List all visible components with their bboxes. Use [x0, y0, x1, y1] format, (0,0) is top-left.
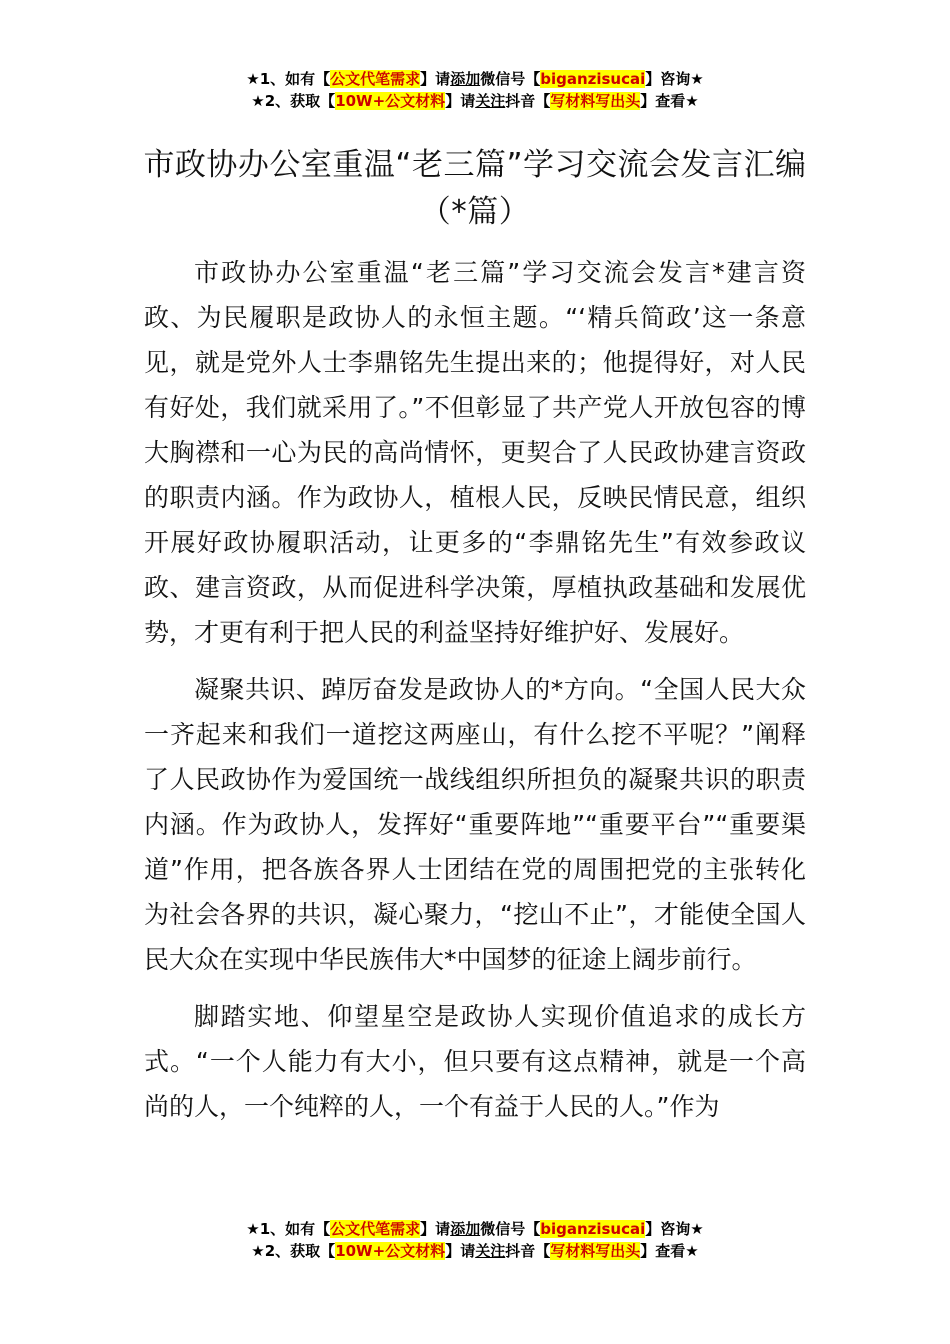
paragraph: 凝聚共识、踔厉奋发是政协人的*方向。“全国人民大众一齐起来和我们一道挖这两座山，有什么挖不平呢？”阐释了人民政协作为爱国统一战线组织所担负的凝聚共识的职责内涵。作为政协人，发挥好“重要阵地”“重要平台”“重要渠道”作用，把各族各界人士团结在党的周围把党的主张转化为社会各界的共识，凝心聚力，“挖山不止”，才能使全国人民大众在实现中华民族伟大*中国梦的征途上阔步前行。 — [144, 675, 806, 974]
banner-line-2 — [0, 1240, 950, 1262]
banner-highlight: biganzisucai — [540, 70, 646, 88]
banner-text: ★1、如有【 — [246, 1220, 331, 1238]
banner-text: 微信号【 — [480, 1220, 541, 1238]
banner-text: ★1、如有【 — [246, 70, 331, 88]
banner-text: 】咨询★ — [645, 1220, 704, 1238]
banner-highlight: 写材料写出头 — [550, 92, 641, 110]
banner-text: 】请 — [445, 1242, 476, 1260]
banner-text: 微信号【 — [480, 70, 541, 88]
banner-highlight: 写材料写出头 — [550, 1242, 641, 1260]
banner-text: 】请 — [445, 92, 476, 110]
banner-highlight: 10W+公文材料 — [335, 92, 446, 110]
footer-banner — [0, 1218, 950, 1262]
banner-line-1 — [0, 1218, 950, 1240]
banner-text: 】请 — [420, 1220, 451, 1238]
banner-text: 抖音【 — [505, 92, 551, 110]
banner-text: ★2、获取【 — [251, 92, 336, 110]
banner-highlight: 10W+公文材料 — [335, 1242, 446, 1260]
banner-text: 抖音【 — [505, 1242, 551, 1260]
banner-highlight: 公文代笔需求 — [330, 1220, 421, 1238]
banner-highlight: 公文代笔需求 — [330, 70, 421, 88]
paragraph: 市政协办公室重温“老三篇”学习交流会发言*建言资政、为民履职是政协人的永恒主题。“‘精兵简政’这一条意见，就是党外人士李鼎铭先生提出来的；他提得好，对人民有好处，我们就采用了。”不但彰显了共产党人开放包容的博大胸襟和一心为民的高尚情怀，更契合了人民政协建言资政的职责内涵。作为政协人，植根人民，反映民情民意，组织开展好政协履职活动，让更多的“李鼎铭先生”有效参政议政、建言资政，从而促进科学决策，厚植执政基础和发展优势，才更有利于把人民的利益坚持好维护好、发展好。 — [144, 258, 806, 647]
banner-highlight: biganzisucai — [540, 1220, 646, 1238]
banner-line-2 — [0, 90, 950, 112]
banner-underlined: 关注 — [475, 92, 506, 110]
banner-underlined: 添加 — [450, 70, 481, 88]
banner-text: ★2、获取【 — [251, 1242, 336, 1260]
banner-text: 】查看★ — [640, 1242, 699, 1260]
banner-underlined: 关注 — [475, 1242, 506, 1260]
banner-line-1 — [0, 68, 950, 90]
banner-underlined: 添加 — [450, 1220, 481, 1238]
header-banner — [0, 68, 950, 112]
banner-text: 】查看★ — [640, 92, 699, 110]
document-body — [144, 250, 806, 1141]
document-title: 市政协办公室重温“老三篇”学习交流会发言汇编（*篇） — [143, 147, 807, 230]
paragraph: 脚踏实地、仰望星空是政协人实现价值追求的成长方式。“一个人能力有大小，但只要有这点精神，就是一个高尚的人，一个纯粹的人，一个有益于人民的人。”作为 — [144, 1002, 806, 1121]
banner-text: 】请 — [420, 70, 451, 88]
banner-text: 】咨询★ — [645, 70, 704, 88]
